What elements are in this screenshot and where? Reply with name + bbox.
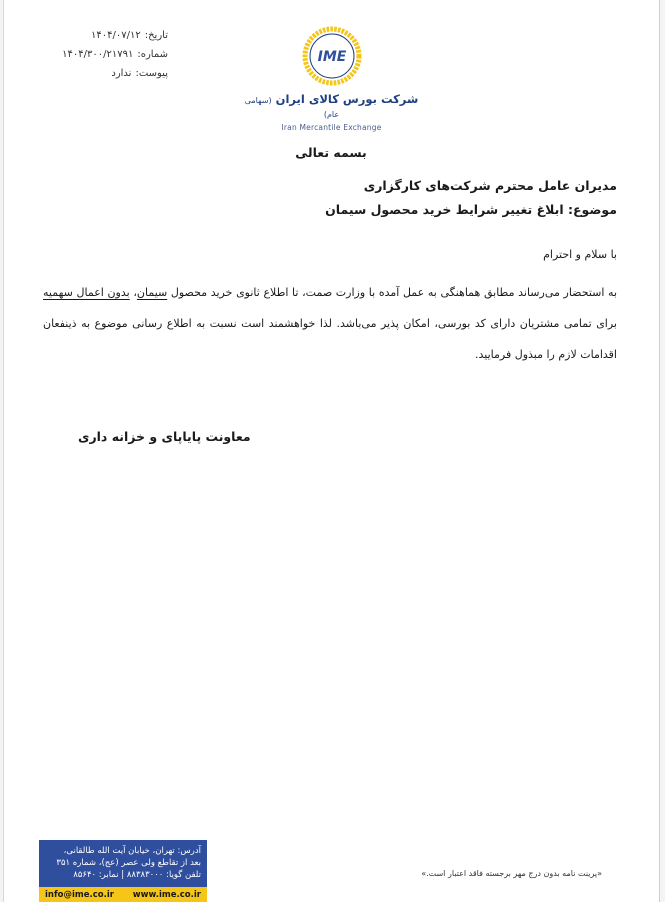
- date-row: [68, 26, 168, 45]
- body-text-part1: به استحضار می‌رساند مطابق هماهنگی به عمل آمده با وزارت صمت، تا اطلاع ثانوی خرید محصول: [167, 286, 618, 299]
- attachment-label: پیوست:: [135, 68, 168, 79]
- body-text-part3: برای تمامی مشتریان دارای کد بورسی، امکان پذیر می‌باشد. لذا خواهشمند است نسبت به اطلاع رسانی موضوع به ذینفعان اقدامات لازم را مبذول فرمایید.: [43, 317, 617, 361]
- date-value: ۱۴۰۴/۰۷/۱۲: [91, 30, 141, 41]
- address-line-1: آدرس: تهران، خیابان آیت الله طالقانی،: [63, 846, 201, 856]
- ime-logo-icon: [301, 25, 363, 87]
- letter-meta: [62, 26, 168, 83]
- date-label: تاریخ:: [144, 30, 168, 41]
- website-link[interactable]: www.ime.co.ir: [132, 889, 201, 900]
- letter-body: [43, 277, 617, 370]
- number-value: ۱۴۰۴/۳۰۰/۲۱۷۹۱: [62, 49, 134, 60]
- body-underline-cement: سیمان: [136, 286, 168, 299]
- company-name-fa-main: شرکت بورس کالای ایران: [275, 92, 419, 106]
- body-text-part2: ،: [129, 286, 137, 299]
- company-name-fa: [244, 92, 419, 120]
- basmala: بسمه تعالی: [295, 145, 367, 160]
- number-row: [62, 45, 168, 64]
- address-line-3: تلفن گویا: ۸۸۳۸۳۰۰۰ | نمابر: ۸۵۶۴۰: [73, 870, 201, 880]
- company-name-en: Iran Mercantile Exchange: [281, 123, 382, 132]
- attachment-value: ندارد: [111, 68, 132, 79]
- subject-line: موضوع: ابلاغ تغییر شرایط خرید محصول سیمان: [325, 202, 617, 217]
- company-name-fa-suffix: (سهامی عام): [244, 96, 340, 119]
- address-line-2: بعد از تقاطع ولی عصر (عج)، شماره ۳۵۱: [56, 858, 201, 868]
- contact-strip: [39, 887, 207, 902]
- email-link[interactable]: info@ime.co.ir: [45, 889, 114, 900]
- attachment-row: [68, 64, 168, 83]
- signature-department: معاونت پایاپای و خزانه داری: [78, 429, 251, 444]
- company-name-block: [244, 92, 419, 132]
- recipient-line: مدیران عامل محترم شرکت‌های کارگزاری: [363, 178, 617, 193]
- logo-text: IME: [317, 49, 347, 65]
- body-underline-no-quota: بدون اعمال سهمیه: [43, 286, 130, 299]
- validity-note: «پرینت نامه بدون درج مهر برجسته فاقد اعتبار است.»: [421, 869, 602, 878]
- letter-page: [3, 0, 660, 902]
- number-label: شماره:: [137, 49, 168, 60]
- greeting: با سلام و احترام: [543, 248, 617, 261]
